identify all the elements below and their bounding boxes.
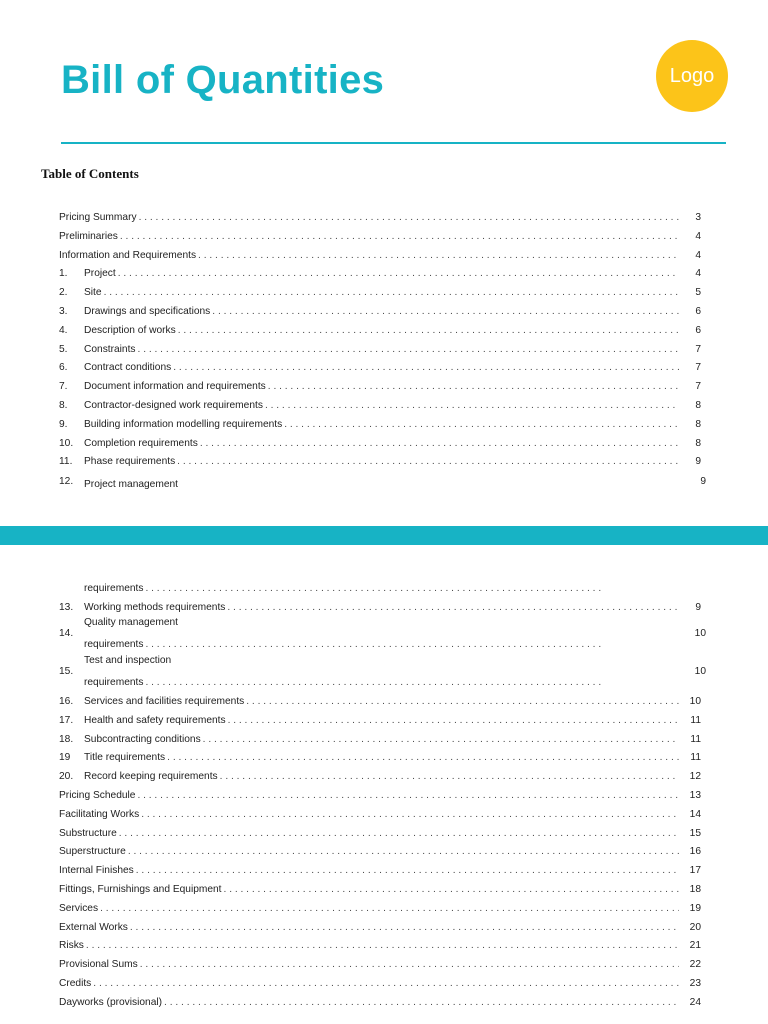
toc-item-page: 6 (695, 324, 701, 336)
toc-item-label: Site (84, 287, 102, 299)
toc-item-label: Constraints (84, 343, 136, 355)
toc-item-label: Title requirements (84, 752, 166, 764)
toc-item[interactable] (59, 228, 701, 242)
toc-item-page: 13 (689, 790, 701, 801)
toc-item-label: Risks (59, 940, 84, 952)
toc-item-page: 7 (695, 343, 701, 355)
toc-leader-dots (139, 212, 679, 223)
toc-item-number: 18. (59, 733, 74, 745)
toc-item[interactable] (59, 806, 701, 820)
toc-item-number: 14. (59, 628, 74, 639)
toc-leader-dots (138, 344, 679, 355)
toc-item[interactable] (59, 768, 701, 782)
page-break-band (0, 526, 768, 545)
toc-item-label: Substructure (59, 827, 117, 839)
toc-item-label: Contract conditions (84, 362, 172, 374)
toc-item[interactable] (59, 378, 701, 392)
toc-leader-dots (145, 677, 602, 688)
toc-item-page: 8 (695, 437, 701, 449)
toc-item-number: 17. (59, 714, 74, 726)
toc-leader-dots (141, 809, 679, 820)
toc-item[interactable] (59, 284, 701, 298)
toc-item-label: Provisional Sums (59, 959, 138, 971)
toc-item-label: Health and safety requirements (84, 714, 226, 726)
toc-item[interactable] (59, 303, 701, 317)
toc-leader-dots (198, 250, 679, 261)
toc-item[interactable] (59, 322, 701, 336)
toc-item-page: 8 (695, 400, 701, 411)
toc-item-number: 8. (59, 400, 68, 411)
toc-leader-dots (178, 325, 679, 336)
toc-item-number: 9. (59, 418, 68, 430)
toc-leader-dots (220, 771, 679, 782)
toc-item-number: 2. (59, 287, 68, 299)
toc-leader-dots (173, 362, 679, 373)
toc-item-page: 4 (695, 268, 701, 280)
toc-item-label: Fittings, Furnishings and Equipment (59, 884, 222, 895)
toc-item-page: 10 (694, 628, 706, 639)
toc-item[interactable] (59, 937, 701, 951)
toc-item-number: 6. (59, 362, 68, 374)
toc-item-page: 9 (695, 602, 701, 613)
toc-item-page: 11 (690, 733, 701, 745)
toc-leader-dots (145, 639, 602, 650)
toc-leader-dots (246, 696, 679, 707)
toc-item-page: 10 (694, 666, 706, 677)
toc-item-page: 21 (689, 940, 701, 952)
toc-item-label: Information and Requirements (59, 249, 197, 261)
toc-item[interactable] (59, 435, 701, 449)
toc-item-label: Project (84, 268, 116, 280)
toc-item-number: 4. (59, 324, 68, 336)
toc-item-page: 18 (689, 884, 701, 895)
toc-item-number: 13. (59, 602, 74, 613)
toc-leader-dots (119, 828, 679, 839)
toc-item-page: 7 (695, 362, 701, 374)
toc-item[interactable] (59, 247, 701, 261)
toc-item-page: 9 (700, 476, 706, 487)
toc-leader-dots (164, 997, 679, 1008)
toc-leader-dots (265, 400, 679, 411)
toc-item[interactable] (59, 862, 701, 876)
toc-leader-dots (100, 903, 679, 914)
toc-heading: Table of Contents (41, 166, 139, 181)
toc-item-number: 5. (59, 343, 68, 355)
toc-item-number: 20. (59, 771, 74, 783)
toc-leader-dots (128, 846, 679, 857)
toc-leader-dots (167, 752, 679, 763)
toc-item-label: Description of works (84, 324, 176, 336)
toc-leader-dots (227, 602, 679, 613)
toc-item-number: 10. (59, 437, 74, 449)
toc-item-label: Subcontracting conditions (84, 733, 201, 745)
toc-item-page: 4 (695, 249, 701, 261)
toc-item-number: 3. (59, 306, 68, 317)
toc-item-continuation: requirements (84, 583, 144, 594)
toc-leader-dots (212, 306, 679, 317)
toc-item-number: 12. (59, 476, 74, 487)
toc-item[interactable] (59, 416, 701, 430)
toc-item-label: Building information modelling requirements (84, 418, 283, 430)
toc-item[interactable] (59, 712, 701, 726)
toc-item-page: 19 (689, 902, 701, 914)
toc-item-page: 11 (690, 752, 701, 764)
toc-item[interactable] (59, 787, 701, 801)
toc-item[interactable] (59, 919, 701, 933)
toc-item-label: Working methods requirements (84, 602, 226, 613)
toc-item-label: Preliminaries (59, 230, 118, 242)
toc-item[interactable] (59, 731, 701, 745)
toc-item-page: 9 (695, 456, 701, 468)
toc-item-label: Services (59, 902, 99, 914)
toc-item-label: Project management (84, 479, 179, 490)
toc-item[interactable] (59, 843, 701, 857)
toc-item-label: Contractor-designed work requirements (84, 400, 263, 411)
toc-item[interactable] (59, 341, 701, 355)
logo (656, 40, 728, 112)
toc-item-page: 12 (689, 771, 701, 783)
toc-item[interactable] (59, 749, 701, 763)
toc-item-label: Superstructure (59, 846, 126, 858)
toc-leader-dots (228, 715, 679, 726)
toc-item-continuation: requirements (84, 639, 144, 650)
toc-item[interactable] (59, 453, 701, 467)
toc-leader-dots (284, 419, 679, 430)
toc-item-label: Record keeping requirements (84, 771, 218, 783)
toc-item-page: 5 (695, 287, 701, 299)
toc-item[interactable] (59, 825, 701, 839)
toc-item[interactable] (59, 693, 701, 707)
toc-item-number: 19 (59, 752, 71, 764)
toc-leader-dots (137, 790, 679, 801)
toc-item-label: Facilitating Works (59, 808, 140, 820)
toc-item-label: Services and facilities requirements (84, 696, 245, 707)
toc-item[interactable] (59, 209, 701, 223)
toc-item[interactable] (59, 956, 701, 970)
toc-leader-dots (268, 381, 679, 392)
toc-leader-dots (136, 865, 679, 876)
toc-item-label: Internal Finishes (59, 865, 134, 877)
toc-item-page: 22 (689, 959, 701, 971)
toc-leader-dots (140, 959, 679, 970)
toc-item-page: 10 (689, 696, 701, 707)
title-divider (61, 142, 726, 144)
toc-item-number: 15. (59, 666, 74, 677)
toc-item-page: 23 (689, 978, 701, 989)
toc-item-label: Dayworks (provisional) (59, 996, 163, 1008)
toc-item-number: 11. (59, 456, 73, 468)
toc-item-label: Pricing Summary (59, 212, 137, 223)
toc-item-label: Completion requirements (84, 437, 198, 449)
toc-leader-dots (203, 734, 679, 745)
toc-item[interactable] (59, 397, 701, 411)
toc-leader-dots (93, 978, 679, 989)
toc-leader-dots (224, 884, 679, 895)
toc-leader-dots (120, 231, 679, 242)
toc-item-label: Test and inspection (84, 655, 172, 666)
toc-item-page: 4 (695, 230, 701, 242)
toc-item-number: 16. (59, 696, 74, 707)
toc-item-continuation: requirements (84, 677, 144, 688)
toc-leader-dots (145, 583, 602, 594)
toc-item-page: 20 (689, 921, 701, 933)
toc-leader-dots (118, 268, 679, 279)
toc-item-page: 11 (690, 714, 701, 726)
toc-item-label: Pricing Schedule (59, 790, 136, 801)
toc-item-label: External Works (59, 921, 128, 933)
toc-item[interactable] (59, 900, 701, 914)
toc-item-number: 1. (59, 268, 68, 280)
toc-leader-dots (177, 456, 679, 467)
toc-item-page: 6 (695, 306, 701, 317)
toc-item-number: 7. (59, 381, 68, 393)
toc-item-label: Document information and requirements (84, 381, 266, 393)
toc-item-label: Drawings and specifications (84, 306, 211, 317)
toc-item-page: 8 (695, 418, 701, 430)
toc-leader-dots (130, 922, 679, 933)
toc-item-page: 16 (689, 846, 701, 858)
toc-item[interactable] (59, 359, 701, 373)
toc-leader-dots (86, 940, 679, 951)
toc-item-page: 14 (689, 808, 701, 820)
toc-item-page: 7 (695, 381, 701, 393)
toc-leader-dots (200, 438, 679, 449)
toc-item-label: Phase requirements (84, 456, 176, 468)
toc-item-page: 17 (689, 865, 701, 877)
document-title: Bill of Quantities (61, 58, 385, 102)
toc-item-page: 24 (689, 996, 701, 1008)
toc-item-page: 3 (695, 212, 701, 223)
toc-item-page: 15 (689, 827, 701, 839)
toc-item-label: Credits (59, 978, 92, 989)
toc-item-label: Quality management (84, 617, 179, 628)
toc-item[interactable] (59, 994, 701, 1008)
toc-item[interactable] (59, 881, 701, 895)
toc-item[interactable] (59, 265, 701, 279)
toc-item[interactable] (59, 975, 701, 989)
toc-leader-dots (104, 287, 679, 298)
logo-text: Logo (669, 64, 715, 87)
